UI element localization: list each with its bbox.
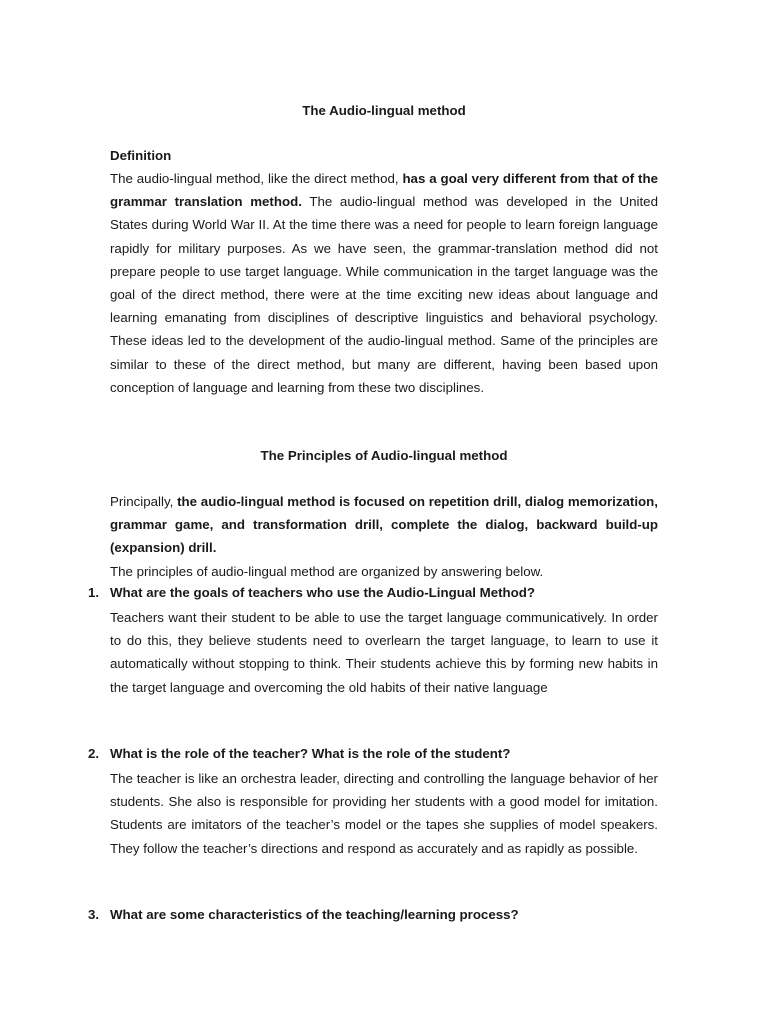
answer-1-text: Teachers want their student to be able to use the target language communicatively. In order to do this, they believe students need to overlearn the target language, to learn to use it automatically without stopping to think. Their students achieve this by forming new habits in the target language and overcoming the old habits of their native language: [110, 610, 658, 695]
definition-paragraph: [110, 167, 658, 399]
answer-2-text: The teacher is like an orchestra leader, directing and controlling the language behavior of her students. She also is responsible for providing her students with a good model for imitation. Students are imitators of the teacher’s model or the tapes she supplies of model speakers. They follow the teacher’s directions and respond as accurately and as rapidly as possible.: [110, 771, 658, 856]
question-2-text: What is the role of the teacher? What is the role of the student?: [110, 746, 511, 761]
answer-2: [110, 767, 658, 860]
principles-title: The Principles of Audio-lingual method: [260, 448, 508, 463]
definition-label: Definition: [110, 148, 172, 163]
principles-section: [110, 490, 658, 583]
question-1-number: 1.: [88, 585, 100, 600]
question-3-number: 3.: [88, 907, 100, 922]
answer-1: [110, 606, 658, 699]
question-2: [88, 744, 658, 764]
question-1: [88, 583, 658, 603]
question-3-text: What are some characteristics of the teaching/learning process?: [110, 907, 519, 922]
question-3: [88, 905, 658, 925]
document-title: The Audio-lingual method: [302, 103, 466, 118]
definition-text-bold: has a goal very different from that of the grammar translation method.: [110, 171, 658, 210]
principles-intro-bold: the audio-lingual method is focused on repetition drill, dialog memorization, grammar game, and transformation drill, complete the dialog, backward build-up (expansion) drill.: [110, 494, 658, 556]
question-1-text: What are the goals of teachers who use the Audio-Lingual Method?: [110, 585, 536, 600]
principles-intro2: The principles of audio-lingual method are organized by answering below.: [110, 563, 544, 579]
principles-intro-start: Principally,: [110, 494, 178, 509]
definition-text-rest: The audio-lingual method was developed in the United States during World War II. At the time there was a need for people to learn foreign language rapidly for military purposes. As we have seen, the grammar-translation method did not prepare people to use target language. While communication in the target language was the goal of the direct method, there were at the time exciting new ideas about language and learning emanating from disciplines of descriptive linguistics and behavioral psychology. These ideas led to the development of the audio-lingual method. Same of the principles are similar to these of the direct method, but many are different, having been based upon conception of language and learning from these two disciplines.: [110, 194, 658, 395]
definition-text-start: The audio-lingual method, like the direct method,: [110, 171, 403, 186]
definition-section: [110, 146, 658, 399]
principles-intro: [110, 490, 658, 560]
question-2-number: 2.: [88, 746, 100, 761]
